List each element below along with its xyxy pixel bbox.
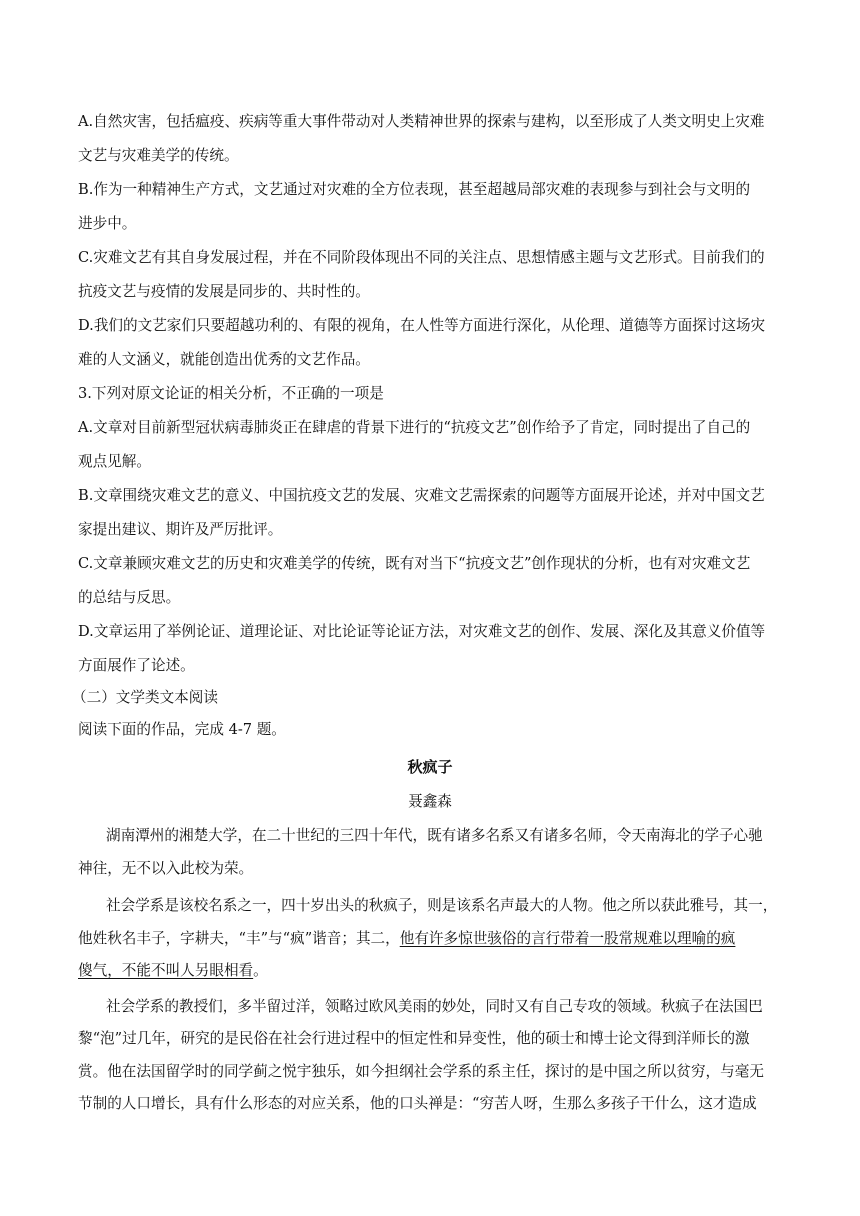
paragraph-2-text: 他姓秋名丰子，字耕夫，“丰”与“疯”谐音；其二， (78, 930, 400, 947)
paragraph-3-line-4: 节制的人口增长，具有什么形态的对应关系，他的口头禅是：“穷苦人呀，生那么多孩子干什么，这才造成 (78, 1095, 757, 1112)
q3-option-b-line-2: 家提出建议、期许及严厉批评。 (78, 521, 283, 538)
q3-option-c-line-1: C.文章兼顾灾难文艺的历史和灾难美学的传统，既有对当下“抗疫文艺”创作现状的分析，也有对灾难文艺 (78, 555, 751, 572)
q3-option-c-line-2: 的总结与反思。 (78, 589, 181, 606)
paragraph-2-line-2 (78, 929, 788, 949)
reading-instruction: 阅读下面的作品，完成 4-7 题。 (78, 721, 286, 738)
paragraph-2-end: 。 (253, 962, 268, 979)
q3-option-a-line-2: 观点见解。 (78, 453, 151, 470)
option-a-line-1: A.自然灾害，包括瘟疫、疾病等重大事件带动对人类精神世界的探索与建构，以至形成了人类文明史上灾难 (78, 113, 765, 130)
paragraph-3-line-3: 赏。他在法国留学时的同学蓟之悦宇独乐，如今担纲社会学系的系主任，探讨的是中国之所以贫穷，与毫无 (78, 1063, 764, 1080)
q3-option-d-line-2: 方面展作了论述。 (78, 657, 195, 674)
option-c-line-1: C.灾难文艺有其自身发展过程，并在不同阶段体现出不同的关注点、思想情感主题与文艺形式。目前我们的 (78, 249, 765, 266)
q3-option-b-line-1: B.文章围绕灾难文艺的意义、中国抗疫文艺的发展、灾难文艺需探索的问题等方面展开论述，并对中国文艺 (78, 487, 765, 504)
option-d-line-1: D.我们的文艺家们只要超越功利的、有限的视角，在人性等方面进行深化，从伦理、道德等方面探讨这场灾 (78, 317, 766, 334)
option-b-line-2: 进步中。 (78, 215, 137, 232)
paragraph-1-line-1: 湖南潭州的湘楚大学，在二十世纪的三四十年代，既有诸多名系又有诸多名师，令天南海北的学子心驰 (106, 827, 763, 844)
question-3: 3.下列对原文论证的相关分析，不正确的一项是 (78, 385, 384, 402)
underlined-sentence-part-1: 他有许多惊世骇俗的言行带着一股常规难以理喻的疯 (399, 930, 736, 947)
q3-option-a-line-1: A.文章对目前新型冠状病毒肺炎正在肆虐的背景下进行的“抗疫文艺”创作给予了肯定，同时提出了自己的 (78, 419, 751, 436)
q3-option-d-line-1: D.文章运用了举例论证、道理论证、对比论证等论证方法，对灾难文艺的创作、发展、深化及其意义价值等 (78, 623, 766, 640)
paragraph-2-line-3 (78, 961, 788, 981)
paragraph-2-line-1: 社会学系是该校名系之一，四十岁出头的秋疯子，则是该系名声最大的人物。他之所以获此雅号，其一， (106, 897, 778, 914)
paragraph-3-line-1: 社会学系的教授们，多半留过洋，领略过欧风美雨的妙处，同时又有自己专攻的领域。秋疯子在法国巴 (106, 998, 763, 1015)
option-d-line-2: 难的人文涵义，就能创造出优秀的文艺作品。 (78, 351, 370, 368)
underlined-sentence-part-2: 傻气，不能不叫人另眼相看 (78, 962, 254, 979)
option-c-line-2: 抗疫文艺与疫情的发展是同步的、共时性的。 (78, 283, 370, 300)
story-author: 聂鑫森 (408, 793, 452, 810)
option-b-line-1: B.作为一种精神生产方式，文艺通过对灾难的全方位表现，甚至超越局部灾难的表现参与到社会与文明的 (78, 181, 751, 198)
option-a-line-2: 文艺与灾难美学的传统。 (78, 147, 239, 164)
story-title: 秋疯子 (407, 758, 453, 776)
paragraph-1-line-2: 神往，无不以入此校为荣。 (78, 860, 254, 877)
section-heading: （二）文学类文本阅读 (72, 689, 218, 706)
paragraph-3-line-2: 黎“泡”过几年，研究的是民俗在社会行进过程中的恒定性和异变性，他的硕士和博士论文得到洋师长的激 (78, 1030, 750, 1047)
